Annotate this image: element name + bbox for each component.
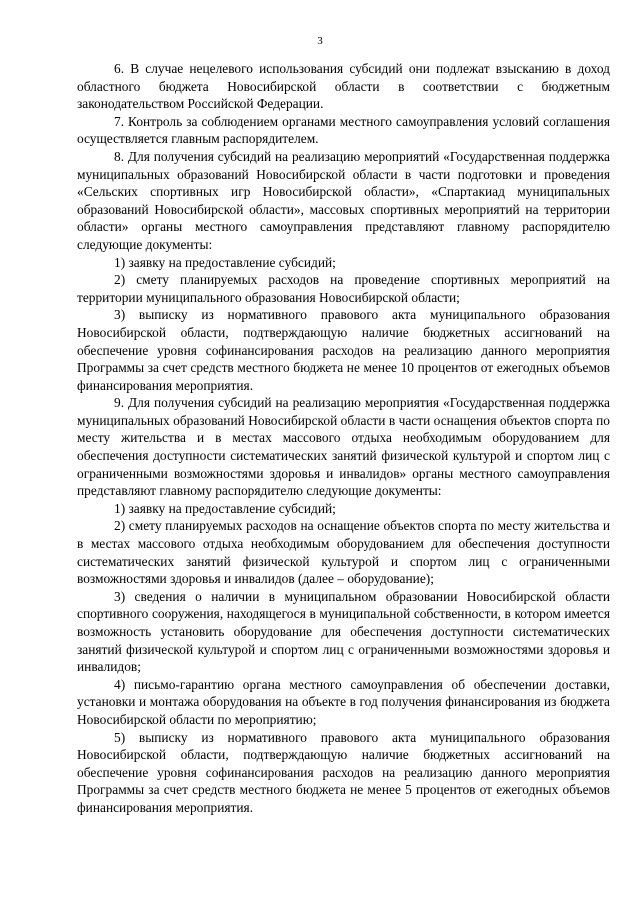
paragraph-9-item-1: 1) заявку на предоставление субсидий; <box>114 500 336 516</box>
paragraph-8: 8. Для получения субсидий на реализацию мероприятий «Государственная поддержка муниципальных образований Новосибирской области в части подготовки и проведения «Сельских спортивных игр Новосибирской области», «Спартакиад муниципальных образований Новосибирской области», массовых спортивных мероприятий на территории области» органы местного самоуправления представляют главному распорядителю следующие документы: <box>77 148 610 252</box>
paragraph-6: 6. В случае нецелевого использования субсидий они подлежат взысканию в доход областного бюджета Новосибирской области в соответствии с бюджетным законодательством Российской Федерации. <box>77 61 610 112</box>
page-number: 3 <box>317 35 323 47</box>
paragraph-8-item-3: 3) выписку из нормативного правового акта муниципального образования Новосибирской области, подтверждающую наличие бюджетных ассигнований на обеспечение уровня софинансирования расходов на реализацию данного мероприятия Программы за счет средств местного бюджета не менее 10 процентов от ежегодных объемов финансирования мероприятия. <box>77 307 610 393</box>
paragraph-7: 7. Контроль за соблюдением органами местного самоуправления условий соглашения осуществляется главным распорядителем. <box>77 113 610 147</box>
paragraph-9-item-2: 2) смету планируемых расходов на оснащение объектов спорта по месту жительства и в местах массового отдыха необходимым оборудованием для обеспечения доступности систематических занятий физической культурой и спортом лиц с ограниченными возможностями здоровья и инвалидов (далее – оборудование); <box>77 518 610 587</box>
paragraph-9-item-5: 5) выписку из нормативного правового акта муниципального образования Новосибирской области, подтверждающую наличие бюджетных ассигнований на обеспечение уровня софинансирования расходов на реализацию данного мероприятия Программы за счет средств местного бюджета не менее 5 процентов от ежегодных объемов финансирования мероприятия. <box>77 729 610 815</box>
paragraph-8-item-1: 1) заявку на предоставление субсидий; <box>114 254 336 270</box>
paragraph-9: 9. Для получения субсидий на реализацию мероприятия «Государственная поддержка муниципальных образований Новосибирской области в части оснащения объектов спорта по месту жительства и в местах массового отдыха необходимым оборудованием для обеспечения доступности систематических занятий физической культурой и спортом лиц с ограниченными возможностями здоровья и инвалидов» органы местного самоуправления представляют главному распорядителю следующие документы: <box>77 395 610 499</box>
paragraph-9-item-3: 3) сведения о наличии в муниципальном образовании Новосибирской области спортивного сооружения, находящегося в муниципальной собственности, в котором имеется возможность установить оборудование для обеспечения доступности систематических занятий физической культурой и спортом лиц с ограниченными возможностями здоровья и инвалидов; <box>77 588 610 675</box>
document-body <box>77 60 610 817</box>
paragraph-9-item-4: 4) письмо-гарантию органа местного самоуправления об обеспечении доставки, установки и монтажа оборудования на объекте в год получения финансирования из бюджета Новосибирской области по мероприятию; <box>77 676 610 727</box>
paragraph-8-item-2: 2) смету планируемых расходов на проведение спортивных мероприятий на территории муниципального образования Новосибирской области; <box>77 272 610 305</box>
